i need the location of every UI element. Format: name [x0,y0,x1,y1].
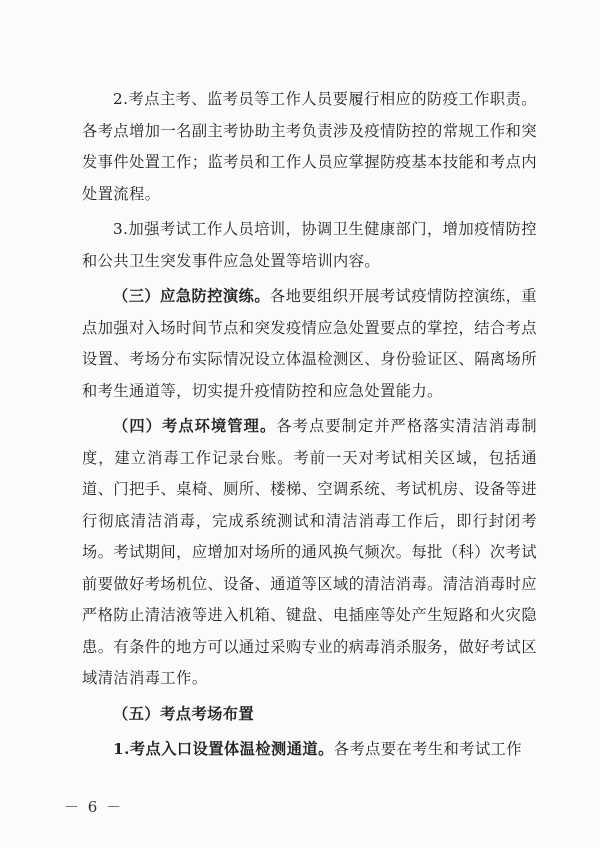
section-heading: （四）考点环境管理。 [113,417,277,435]
section-heading: （三）应急防控演练。 [113,287,271,305]
paragraph-text: 2.考点主考、监考员等工作人员要履行相应的防疫工作职责。各考点增加一名副主考协助主考负责涉及疫情防控的常规工作和突发事件处置工作；监考员和工作人员应掌握防疫基本技能和考点内处置流程。 [82,90,537,203]
paragraph-5 [82,699,537,731]
paragraph-text: 3.加强考试工作人员培训，协调卫生健康部门，增加疫情防控和公共卫生突发事件应急处置等培训内容。 [82,220,537,270]
paragraph-6 [82,734,537,766]
paragraph-text: 各地要组织开展考试疫情防控演练，重点加强对入场时间节点和突发疫情应急处置要点的掌控，结合考点设置、考场分布实际情况设立体温检测区、身份验证区、隔离场所和考生通道等，切实提升疫情防控和应急处置能力。 [82,287,538,400]
paragraph-text: 各考点要在考生和考试工作 [333,740,523,758]
paragraph-1 [82,84,537,210]
section-heading: （五）考点考场布置 [113,704,255,723]
paragraph-text: 各考点要制定并严格落实清洁消毒制度，建立消毒工作记录台账。考前一天对考试相关区域，包括通道、门把手、桌椅、厕所、楼梯、空调系统、考试机房、设备等进行彻底清洁消毒，完成系统测试和清洁消毒工作后，即行封闭考场。考试期间，应增加对场所的通风换气频次。每批（科）次考试前要做好考场机位、设备、通道等区域的清洁消毒。清洁消毒时应严格防止清洁液等进入机箱、键盘、电插座等处产生短路和火灾隐患。有条件的地方可以通过采购专业的病毒消杀服务，做好考试区域清洁消毒工作。 [82,417,538,687]
paragraph-4 [82,411,537,695]
paragraph-2 [82,214,537,277]
paragraph-3 [82,281,537,407]
subsection-heading: 1.考点入口设置体温检测通道。 [113,740,334,758]
page-number: － 6 － [64,798,124,816]
document-body [82,84,537,766]
